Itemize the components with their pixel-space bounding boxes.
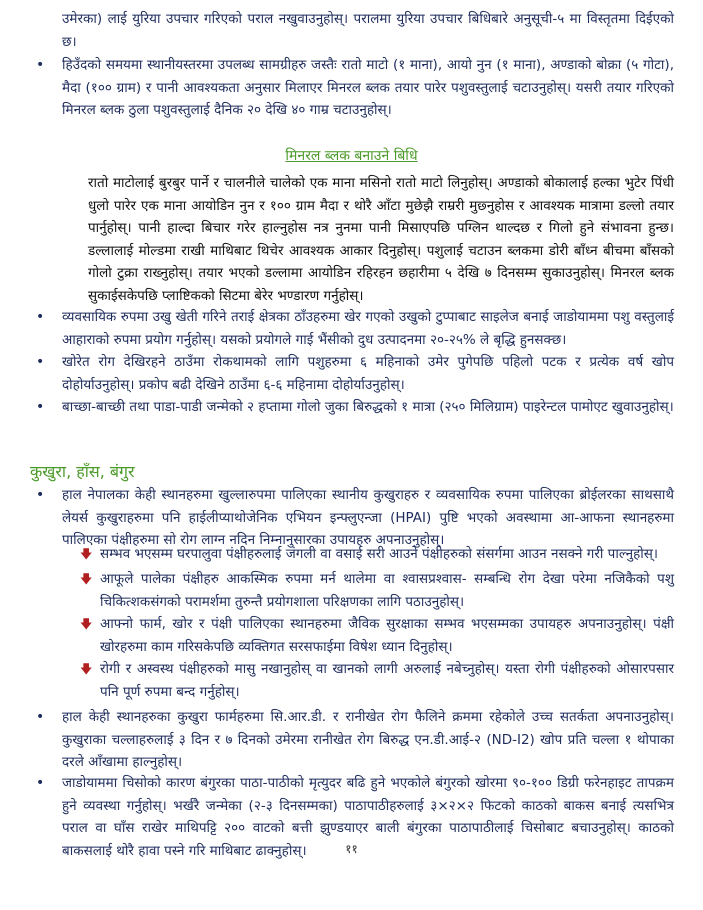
poultry-sub-item: आफूले पालेका पंक्षीहरु आकस्मिक रुपमा मर्न थालेमा वा श्वासप्रश्वास- सम्बन्धि रोग देखा परेमा नजिकैको पशु चिकित्शकसंगको परामर्शमा तुरुन्तै प्रयोगशाला परिक्षणका लागि पठाउनुहोस्।	[100, 571, 674, 610]
intro-continuation: उमेरका) लाई युरिया उपचार गरिएको पराल नखुवाउनुहोस्। परालमा युरिया उपचार बिधिबारे अनुसूची-५ मा विस्तृतमा दिईएको छ।	[62, 11, 674, 50]
bullet-icon: •	[36, 399, 45, 415]
page-number: ११	[345, 842, 358, 856]
poultry-sub-item: आफ्नो फार्म, खोर र पंक्षी पालिएका स्थानहरुमा जैविक सुरक्षाका सम्भव भएसम्मका उपायहरु अपनाउनुहोस्। पंक्षी खोरहरुमा काम गरिसकेपछि व्यक्तिगत सरसफाईमा विषेश ध्यान दिनुहोस्।	[100, 616, 674, 655]
bullet-icon: •	[36, 309, 45, 325]
cattle-bullet: व्यवसायिक रुपमा उखु खेती गरिने तराई क्षेत्रका ठाँउहरुमा खेर गएको उखुको टुप्पाबाट साइलेज बनाई जाडोयाममा पशु वस्तुलाई आहाराको रुपमा प्रयोग गर्नुहोस्। यसको प्रयोगले गाई भैंसीको दुध उत्पादनमा २०-२५% ले बृद्धि हुनसक्छ।	[62, 309, 674, 348]
down-arrow-bullet-icon: 🡇	[80, 572, 93, 586]
poultry-bullet: हाल केही स्थानहरुका कुखुरा फार्महरुमा सि.आर.डी. र रानीखेत रोग फैलिने क्रममा रहेकोले उच्च सतर्कता अपनाउनुहोस्। कुखुराका चल्लाहरुलाई ३ दिन र ७ दिनको उमेरमा रानीखेत रोग बिरुद्ध एन.डी.आई-२ (ND-I2) खोप प्रति चल्ला १ थोपाका दरले आँखामा हाल्नुहोस्।	[62, 709, 674, 770]
mineral-block-body: रातो माटोलाई बुरबुर पार्ने र चालनीले चालेको एक माना मसिनो रातो माटो लिनुहोस्। अण्डाको बोकालाई हल्का भुटेर पिंधी धुलो पारेर एक माना आयोडिन नुन र १०० ग्राम मैदा र थोरै आँटा मुछेझै राम्ररी मुछ्नुहोस र आवश्यक मात्रामा डल्लो तयार पार्नुहोस्। पानी हाल्दा बिचार गरेर हाल्नुहोस नत्र नुनमा पानी मिसाएपछि पग्लिन थाल्दछ र गिलो हुने संभावना हुन्छ। डल्लालाई मोल्डमा राखी माथिबाट थिचेर आवश्यक आकार दिनुहोस्। पशुलाई चटाउन ब्लकमा डोरी बाँध्न बीचमा बाँसको गोलो टुक्रा राख्नुहोस्। तयार भएको डल्लामा आयोडिन रहिरहन छहारीमा ५ देखि ७ दिनसम्म सुकाउनुहोस्। मिनरल ब्लक सुकाईसकेपछि प्लाष्टिकको सिटमा बेरेर भण्डारण गर्नुहोस्।	[88, 175, 674, 304]
poultry-sub-item: सम्भव भएसम्म घरपालुवा पंक्षीहरुलाई जंगली वा वसाई सरी आउने पंक्षीहरुको संसर्गमा आउन नसक्ने गरी पाल्नुहोस्।	[100, 546, 658, 562]
down-arrow-bullet-icon: 🡇	[80, 662, 93, 676]
bullet-icon: •	[36, 354, 45, 370]
down-arrow-bullet-icon: 🡇	[80, 547, 93, 561]
pig-bullet: जाडोयाममा चिसोको कारण बंगुरका पाठा-पाठीको मृत्युदर बढि हुने भएकोले बंगुरको खोरमा ९०-१०० डिग्री फरेनहाइट तापक्रम हुने व्यवस्था गर्नुहोस्। भर्खरै जन्मेका (२-३ दिनसम्मका) पाठापाठीहरुलाई ३×२×२ फिटको काठको बाकस बनाई त्यसभित्र पराल वा घाँस राखेर माथिपट्टि २०० वाटको बत्ती झुण्डयाएर बाली बंगुरका पाठापाठीलाई चिसोबाट बचाउनुहोस्। काठको बाकसलाई थोरै हावा पस्ने गरि माथिबाट ढाक्नुहोस्।	[62, 775, 674, 859]
cattle-bullet: बाच्छा-बाच्छी तथा पाडा-पाडी जन्मेको २ हप्तामा गोलो जुका बिरुद्धको १ मात्रा (२५० मिलिग्राम) पाइरेन्टल पामोएट खुवाउनुहोस्।	[62, 399, 674, 415]
cattle-bullet: खोरेत रोग देखिरहने ठाउँमा रोकथामको लागि पशुहरुमा ६ महिनाको उमेर पुगेपछि पहिलो पटक र प्रत्येक वर्ष खोप दोहोर्याउनुहोस्। प्रकोप बढी देखिने ठाउँमा ६-६ महिनामा दोहोर्याउनुहोस्।	[62, 354, 674, 393]
bullet-icon: •	[36, 57, 45, 73]
intro-bullet: हिउँदको समयमा स्थानीयस्तरमा उपलब्ध सामग्रीहरु जस्तैः रातो माटो (१ माना), आयो नुन (१ माना), अण्डाको बोक्रा (५ गोटा), मैदा (१०० ग्राम) र पानी आवश्यकता अनुसार मिलाएर मिनरल ब्लक तयार पारेर पशुवस्तुलाई चटाउनुहोस्। यसरी तयार गरिएको मिनरल ब्लक ठुला पशुवस्तुलाई दैनिक २० देखि ४० गाम्र चटाउनुहोस्।	[62, 57, 674, 118]
poultry-sub-item: रोगी र अस्वस्थ पंक्षीहरुको मासु नखानुहोस् वा खानको लागी अरुलाई नबेच्नुहोस्। यस्ता रोगी पंक्षीहरुको ओसारपसार पनि पूर्ण रुपमा बन्द गर्नुहोस्।	[100, 661, 674, 700]
poultry-bullet: हाल नेपालका केही स्थानहरुमा खुल्लारुपमा पालिएका स्थानीय कुखुराहरु र व्यवसायिक रुपमा पालिएका ब्रोईलरका साथसाथै लेयर्स कुखुराहरुमा पनि हाईलीप्याथोजेनिक एभियन इन्फ्लुएन्जा (HPAI) पुष्टि भएको अवस्थामा आ-आफना स्थानहरुमा पालिएका पंक्षीहरुमा सो रोग लाग्न नदिन निम्नानुसारका उपायहरु अपनाउनुहोस्।	[62, 487, 674, 548]
bullet-icon: •	[36, 709, 45, 725]
bullet-icon: •	[36, 775, 45, 791]
down-arrow-bullet-icon: 🡇	[80, 617, 93, 631]
mineral-block-title: मिनरल ब्लक बनाउने बिधि	[285, 148, 418, 164]
poultry-heading: कुखुरा, हाँस, बंगुर	[30, 462, 135, 481]
bullet-icon: •	[36, 487, 45, 503]
